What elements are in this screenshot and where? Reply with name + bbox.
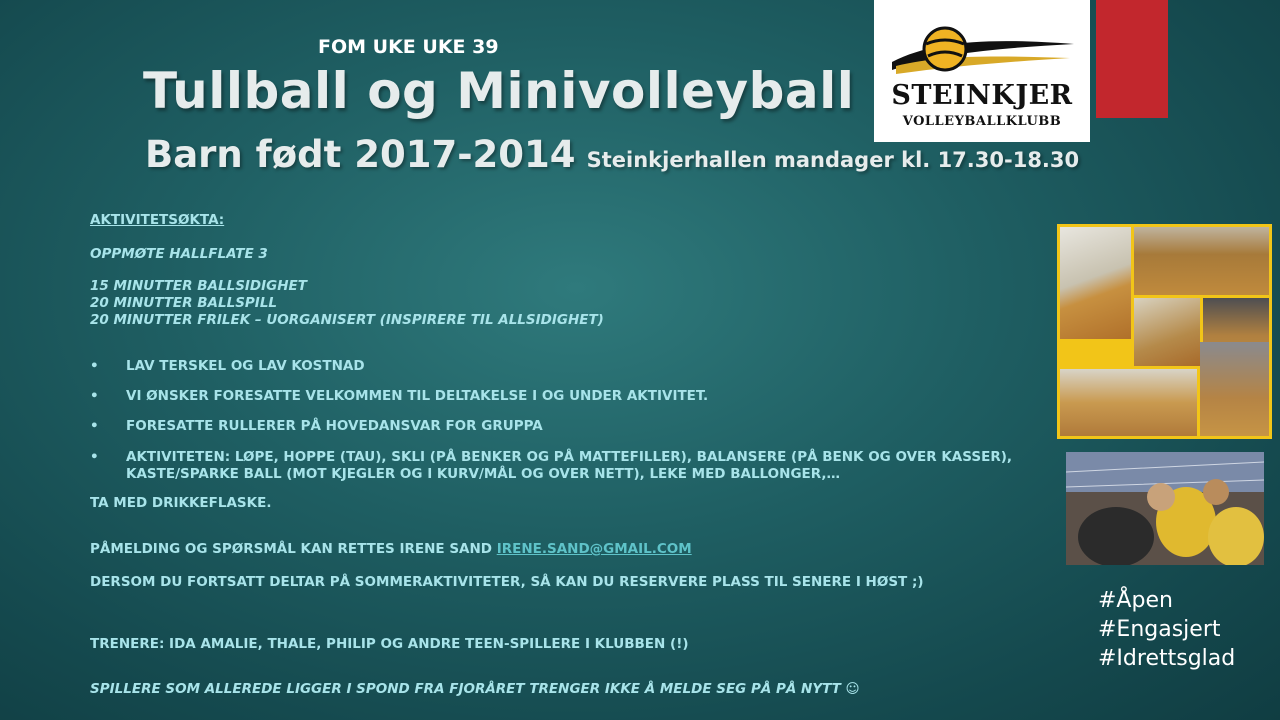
logo-club-name: STEINKJER (891, 80, 1073, 111)
bullet-item: FORESATTE RULLERER PÅ HOVEDANSVAR FOR GRUPPA (126, 418, 543, 434)
week-label: FOM UKE UKE 39 (318, 36, 499, 58)
signup-line (90, 541, 692, 557)
collage-photo (1060, 227, 1131, 339)
activity-heading: AKTIVITETSØKTA: (90, 212, 225, 228)
hashtag: #Åpen (1098, 588, 1173, 613)
bullet-item: LAV TERSKEL OG LAV KOSTNAD (126, 358, 365, 374)
club-logo (874, 0, 1090, 142)
schedule-item: 20 MINUTTER FRILEK – UORGANISERT (INSPIRERE TIL ALLSIDIGHET) (90, 312, 604, 328)
subtitle-location-time: Steinkjerhallen mandager kl. 17.30-18.30 (586, 148, 1080, 172)
subtitle-birth-years: Barn født 2017-2014 (145, 133, 576, 176)
bullet-item: AKTIVITETEN: LØPE, HOPPE (TAU), SKLI (PÅ BENKER OG PÅ MATTEFILLER), BALANSERE (PÅ BENK OG OVER KASSER), (126, 449, 1013, 465)
collage-photo (1060, 369, 1197, 436)
photo-collage (1057, 224, 1272, 439)
bullet-dot: • (90, 449, 99, 465)
spond-note: SPILLERE SOM ALLEREDE LIGGER I SPOND FRA FJORÅRET TRENGER IKKE Å MELDE SEG PÅ PÅ NYTT ☺ (90, 681, 860, 697)
team-photo-image (1066, 452, 1264, 565)
collage-photo (1134, 227, 1269, 295)
schedule-item: 15 MINUTTER BALLSIDIGHET (90, 278, 307, 294)
hashtag: #Engasjert (1098, 617, 1221, 642)
summer-note: DERSOM DU FORTSATT DELTAR PÅ SOMMERAKTIVITETER, SÅ KAN DU RESERVERE PLASS TIL SENERE I HØST ;) (90, 574, 924, 590)
bullet-dot: • (90, 358, 99, 374)
bullet-dot: • (90, 388, 99, 404)
team-photo (1066, 452, 1264, 565)
page-title: Tullball og Minivolleyball (143, 62, 855, 120)
signup-text: PÅMELDING OG SPØRSMÅL KAN RETTES IRENE SAND (90, 541, 497, 557)
hashtag: #Idrettsglad (1098, 646, 1236, 671)
bullet-item: VI ØNSKER FORESATTE VELKOMMEN TIL DELTAKELSE I OG UNDER AKTIVITET. (126, 388, 709, 404)
bullet-item-continued: KASTE/SPARKE BALL (MOT KJEGLER OG I KURV/MÅL OG OVER NETT), LEKE MED BALLONGER,… (126, 466, 841, 482)
coaches: TRENERE: IDA AMALIE, THALE, PHILIP OG ANDRE TEEN-SPILLERE I KLUBBEN (!) (90, 636, 689, 652)
email-link[interactable]: IRENE.SAND@GMAIL.COM (496, 541, 692, 557)
schedule-item: 20 MINUTTER BALLSPILL (90, 295, 278, 311)
bullet-dot: • (90, 418, 99, 434)
collage-photo (1134, 298, 1200, 366)
collage-photo (1200, 342, 1269, 436)
meet-location: OPPMØTE HALLFLATE 3 (90, 246, 268, 262)
bring-bottle: TA MED DRIKKEFLASKE. (90, 495, 272, 511)
accent-bar (1096, 0, 1168, 118)
hashtags (1098, 586, 1235, 673)
logo-club-subtitle: VOLLEYBALLKLUBB (902, 114, 1062, 129)
